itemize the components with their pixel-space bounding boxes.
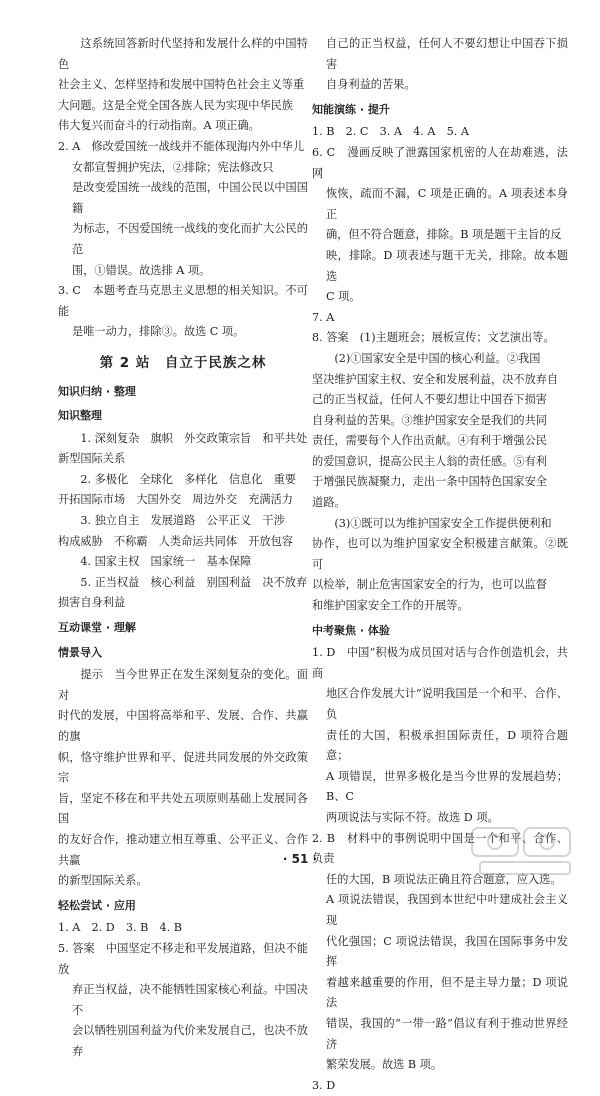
answer-line: 1. A 2. D 3. B 4. B (58, 921, 182, 935)
text-line: 这系统回答新时代坚持和发展什么样的中国特色 (58, 37, 308, 71)
text-line: 地区合作发展大计”说明我国是一个和平、合作、负 (326, 687, 568, 721)
section-heading-text: 知识归纳 · 整理 (58, 384, 136, 398)
watermark-logo-icon (470, 824, 582, 880)
text-line: 责任，需要每个人作出贡献。④有利于增强公民 (312, 434, 547, 448)
text-line: 8. 答案 (1)主题班会；展板宣传；文艺演出等。 (312, 331, 555, 345)
text-line: 5. 答案 中国坚定不移走和平发展道路，但决不能放 (58, 941, 308, 976)
text-line: C 项。 (326, 290, 361, 304)
text-line: 弃正当权益，决不能牺牲国家核心利益。中国决不 (72, 983, 308, 1017)
answer-3 (58, 281, 308, 343)
answer-line: 1. B 2. C 3. A 4. A 5. A (312, 125, 469, 139)
section-heading (312, 621, 568, 644)
text-line: 道路。 (312, 496, 346, 510)
answer-8 (312, 328, 568, 616)
text-line: 的友好合作，推动建立相互尊重、公平正义、合作共赢 (58, 832, 308, 867)
station-title: 第 2 站 自立于民族之林 (99, 354, 267, 371)
text-line: 2. B 材料中的事例说明中国是一个和平、合作、负责 (312, 831, 568, 866)
answer-5 (58, 939, 308, 1063)
text-line: 于增强民族凝聚力，走出一条中国特色国家安全 (312, 475, 547, 489)
text-line: 恢恢，疏而不漏，C 项是正确的。A 项表述本身正 (326, 187, 568, 221)
section-heading (58, 896, 308, 919)
text-line: 大问题。这是全党全国各族人民为实现中华民族 (58, 98, 293, 112)
text-line: 时代的发展，中国将高举和平、发展、合作、共赢的旗 (58, 709, 308, 743)
text-line: 6. C 漫画反映了泄露国家机密的人在劫难逃，法网 (312, 145, 568, 180)
text-line: 4. 国家主权 国家统一 基本保障 (80, 555, 252, 569)
text-line: A 项错误，世界多极化是当今世界的发展趋势；B、C (326, 769, 568, 804)
text-line: 伟大复兴而奋斗的行动指南。A 项正确。 (58, 119, 260, 133)
text-line: 着越来越重要的作用，但不是主导力量；D 项说法 (326, 975, 568, 1010)
section-heading-text: 互动课堂 · 理解 (58, 621, 136, 635)
text-line: 3. C 本题考查马克思主义思想的相关知识。不可能 (58, 284, 308, 318)
text-line: (3)①既可以为维护国家安全工作提供便利和 (334, 516, 552, 530)
text-line: 1. D 中国“积极为成员国对话与合作创造机会，共商 (312, 646, 568, 680)
knowledge-item-2 (58, 470, 308, 511)
section-heading (58, 382, 308, 405)
intro-paragraph (58, 34, 308, 137)
text-line: 构成威胁 不称霸 人类命运共同体 开放包容 (58, 534, 293, 548)
text-line: 自身利益的苦果。③维护国家安全是我们的共同 (312, 413, 547, 427)
answer-5-continued (312, 34, 568, 96)
text-line: 任的大国，B 项说法正确且符合题意，应入选。 (326, 872, 562, 886)
text-line: 代化强国；C 项说法错误，我国在国际事务中发挥 (326, 934, 568, 969)
exam-answer-3: 3. D (312, 1078, 336, 1092)
text-line: 新型国际关系 (58, 452, 126, 466)
text-line: 社会主义、怎样坚持和发展中国特色社会主义等重 (58, 78, 305, 92)
text-line: 旨，坚定不移在和平共处五项原则基础上发展同各国 (58, 791, 308, 826)
text-line: 和维护国家安全工作的开展等。 (312, 599, 469, 613)
text-line: 责任的大国，积极承担国际责任，D 项符合题意； (326, 728, 568, 763)
section-heading (312, 100, 568, 123)
text-line: 提示 当今世界正在发生深刻复杂的变化。面对 (58, 668, 308, 702)
subsection-heading: 情景导入 (58, 645, 102, 659)
answer-2 (58, 137, 308, 281)
text-line: 繁荣发展。故选 B 项。 (326, 1058, 443, 1072)
text-line: 协作，也可以为维护国家安全积极建言献策。②既可 (312, 537, 568, 571)
text-line: A 项说法错误，我国到本世纪中叶建成社会主义现 (326, 893, 568, 927)
exam-answer-1 (312, 643, 568, 828)
text-line: 帜，恪守维护世界和平、促进共同发展的外交政策宗 (58, 750, 308, 785)
text-line: 围，①错误。故选排 A 项。 (72, 263, 211, 277)
left-column (58, 34, 308, 1063)
text-line: 2. 多极化 全球化 多样化 信息化 重要 (80, 472, 296, 486)
text-line: 两项说法与实际不符。故选 D 项。 (326, 810, 499, 824)
text-line: 是唯一动力，排除③。故选 C 项。 (72, 325, 245, 339)
text-line: 是改变爱国统一战线的范围，中国公民以中国国籍 (72, 181, 308, 215)
text-line: 1. 深刻复杂 旗帜 外交政策宗旨 和平共处 (80, 431, 308, 445)
section-heading (58, 618, 308, 641)
text-line: 的爱国意识，提高公民主人翁的责任感。⑤有利 (312, 454, 547, 468)
text-line: 错误，我国的“一带一路”倡议有利于推动世界经济 (326, 1016, 568, 1051)
subsection-heading: 知识整理 (58, 409, 102, 423)
knowledge-item-4 (58, 552, 308, 573)
text-line: 的新型国际关系。 (58, 874, 148, 888)
text-line: 损害自身利益 (58, 596, 126, 610)
text-line: 3. 独立自主 发展道路 公平正义 干涉 (80, 514, 285, 528)
text-line: 5. 正当权益 核心利益 别国利益 决不放弃 (80, 575, 308, 589)
text-line: 2. A 修改爱国统一战线并不能体现海内外中华儿 (58, 139, 305, 153)
text-line: 己的正当权益，任何人不要幻想让中国吞下损害 (312, 393, 547, 407)
answer-6 (312, 143, 568, 308)
knowledge-item-1 (58, 429, 308, 470)
text-line: 自身利益的苦果。 (326, 78, 416, 92)
section-heading-text: 轻松尝试 · 应用 (58, 898, 136, 912)
text-line: 为标志，不因爱国统一战线的变化而扩大公民的范 (72, 222, 308, 256)
text-line: (2)①国家安全是中国的核心利益。②我国 (334, 351, 541, 365)
page-number: · 51 · (282, 852, 318, 866)
knowledge-item-3 (58, 511, 308, 552)
section-heading-text: 中考聚焦 · 体验 (312, 623, 390, 637)
text-line: 女都宣誓拥护宪法，②排除；宪法修改只 (72, 160, 274, 174)
text-line: 以检举，制止危害国家安全的行为，也可以监督 (312, 578, 547, 592)
knowledge-item-5 (58, 573, 308, 614)
text-line: 会以牺牲别国利益为代价来发展自己，也决不放弃 (72, 1024, 308, 1058)
text-line: 映，排除。D 项表述与题干无关，排除。故本题选 (326, 248, 568, 283)
text-line: 自己的正当权益，任何人不要幻想让中国吞下损害 (326, 37, 568, 71)
text-line: 确，但不符合题意，排除。B 项是题干主旨的反 (326, 228, 562, 242)
right-column (312, 34, 568, 1096)
answer-7: 7. A (312, 310, 335, 324)
section-heading-text: 知能演练 · 提升 (312, 102, 390, 116)
text-line: 开拓国际市场 大国外交 周边外交 充满活力 (58, 493, 293, 507)
text-line: 坚决维护国家主权、安全和发展利益，决不放弃自 (312, 372, 559, 386)
